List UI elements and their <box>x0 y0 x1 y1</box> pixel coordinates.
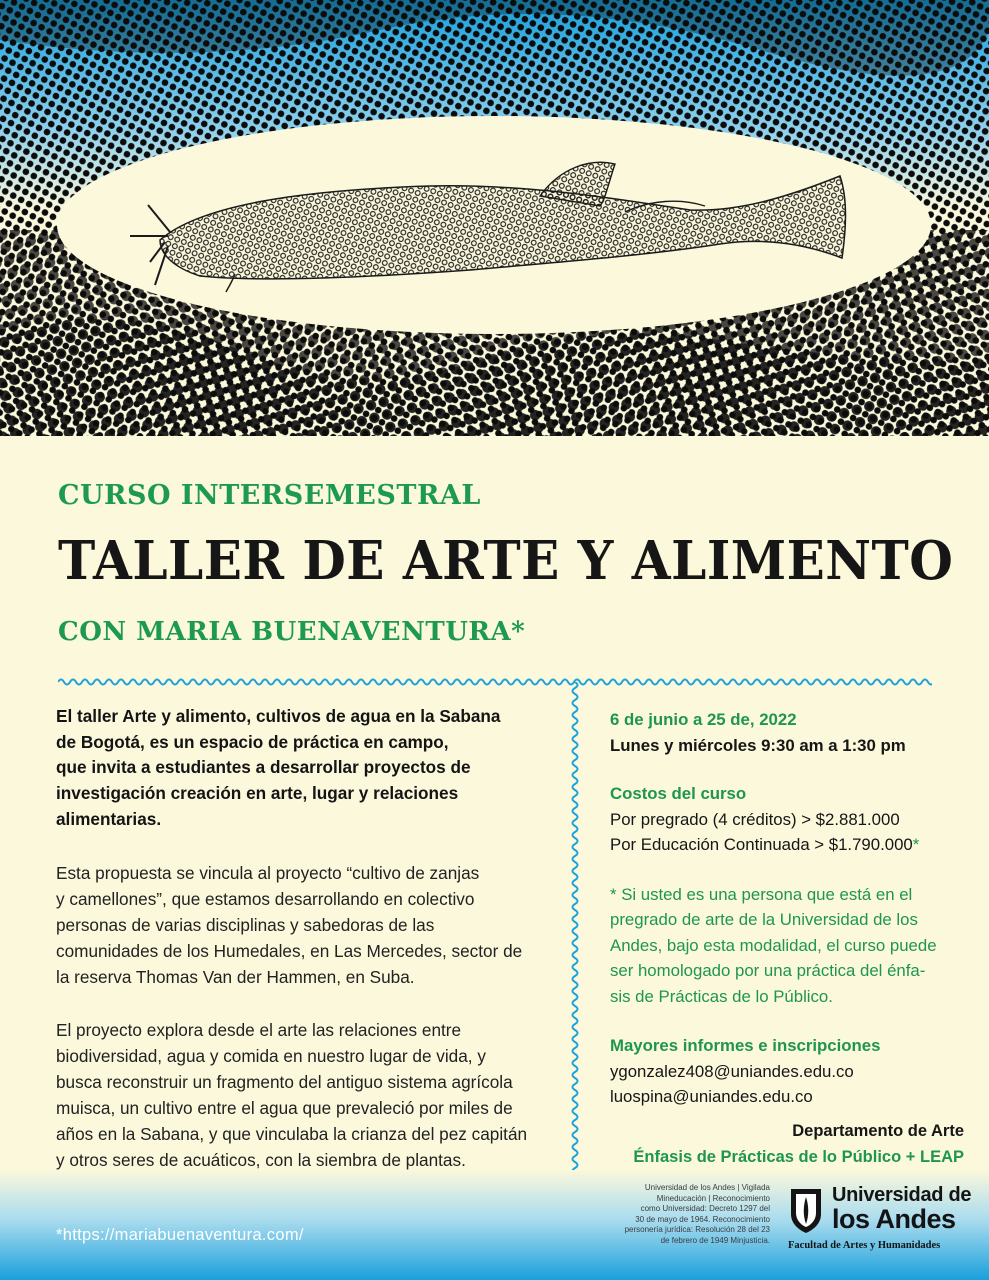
intro-line: de Bogotá, es un espacio de práctica en campo, <box>56 731 449 752</box>
course-dates: 6 de junio a 25 de, 2022 <box>610 710 797 729</box>
note-line: sis de Prácticas de lo Público. <box>610 986 833 1006</box>
emphasis-name: Énfasis de Prácticas de lo Público + LEAP <box>633 1148 964 1166</box>
details-column <box>610 707 955 1110</box>
wave-divider-vertical <box>568 682 582 1180</box>
hero-fish-illustration <box>0 0 989 436</box>
course-type-heading: CURSO INTERSEMESTRAL <box>58 480 481 511</box>
intro-paragraph <box>56 704 546 833</box>
intro-line: alimentarias. <box>56 808 162 829</box>
legal-line: personería jurídica: Resolución 28 del 23 <box>624 1225 770 1235</box>
legal-line: Universidad de los Andes | Vigilada <box>644 1183 770 1192</box>
intro-line: El taller Arte y alimento, cultivos de agua en la Sabana <box>56 706 501 726</box>
legal-line: de febrero de 1949 Minjusticia. <box>660 1235 770 1245</box>
legal-notice <box>585 1183 770 1247</box>
university-logo <box>788 1184 972 1258</box>
wave-divider-horizontal <box>58 676 932 688</box>
project-paragraph <box>56 860 546 990</box>
legal-line: 30 de mayo de 1964. Reconocimiento <box>635 1214 770 1224</box>
instructor-heading: CON MARIA BUENAVENTURA* <box>58 617 526 647</box>
paragraph-line: comunidades de los Humedales, en Las Mercedes, sector de <box>56 940 523 961</box>
paragraph-line: Esta propuesta se vincula al proyecto “cultivo de zanjas <box>56 862 480 883</box>
note-line: Andes, bajo esta modalidad, el curso puede <box>610 935 937 955</box>
paragraph-line: El proyecto explora desde el arte las relaciones entre <box>56 1019 462 1040</box>
info-heading: Mayores informes e inscripciones <box>610 1036 881 1055</box>
costs-heading: Costos del curso <box>610 784 747 803</box>
paragraph-line: busca reconstruir un fragmento del antiguo sistema agrícola <box>56 1071 513 1092</box>
course-schedule: Lunes y miércoles 9:30 am a 1:30 pm <box>610 735 906 755</box>
crest-icon <box>788 1186 824 1234</box>
paragraph-line: y camellones”, que estamos desarrollando en colectivo <box>56 888 475 909</box>
intro-line: investigación creación en arte, lugar y relaciones <box>56 783 459 804</box>
contact-email-link[interactable]: ygonzalez408@uniandes.edu.co <box>610 1061 854 1081</box>
cost-undergrad: Por pregrado (4 créditos) > $2.881.000 <box>610 809 900 829</box>
department-name: Departamento de Arte <box>792 1122 964 1140</box>
footnote-mark: * <box>912 835 920 854</box>
schedule-block <box>610 707 955 758</box>
logo-text-line: los Andes <box>832 1204 956 1234</box>
legal-line: Mineducación | Reconocimiento <box>656 1193 770 1203</box>
description-column <box>56 704 546 1173</box>
note-line: pregrado de arte de la Universidad de los <box>610 910 918 929</box>
paragraph-line: muisca, un cultivo entre el agua que prevaleció por miles de <box>56 1097 513 1118</box>
homologation-note <box>610 882 955 1010</box>
paragraph-line: personas de varias disciplinas y sabedoras de las <box>56 914 435 935</box>
cost-continuing-ed: Por Educación Continuada > $1.790.000 <box>610 835 913 854</box>
legal-line: como Universidad: Decreto 1297 del <box>640 1204 770 1214</box>
department-block <box>633 1118 964 1170</box>
explore-paragraph <box>56 1017 546 1173</box>
page-title: TALLER DE ARTE Y ALIMENTO <box>58 530 954 592</box>
faculty-name: Facultad de Artes y Humanidades <box>788 1240 941 1251</box>
contact-block <box>610 1033 955 1110</box>
note-line: ser homologado por una práctica del énfa- <box>610 961 926 980</box>
paragraph-line: la reserva Thomas Van der Hammen, en Suba. <box>56 966 415 987</box>
contact-email-link[interactable]: luospina@uniandes.edu.co <box>610 1087 813 1106</box>
paragraph-line: biodiversidad, agua y comida en nuestro lugar de vida, y <box>56 1045 486 1066</box>
website-link[interactable]: *https://mariabuenaventura.com/ <box>56 1226 304 1244</box>
logo-text-line: Universidad de <box>832 1184 972 1206</box>
costs-block <box>610 781 955 858</box>
note-line: * Si usted es una persona que está en el <box>610 884 913 904</box>
paragraph-line: y otros seres de acuáticos, con la siembra de plantas. <box>56 1149 466 1170</box>
intro-line: que invita a estudiantes a desarrollar proyectos de <box>56 757 471 778</box>
paragraph-line: años en la Sabana, y que vinculaba la crianza del pez capitán <box>56 1123 528 1144</box>
